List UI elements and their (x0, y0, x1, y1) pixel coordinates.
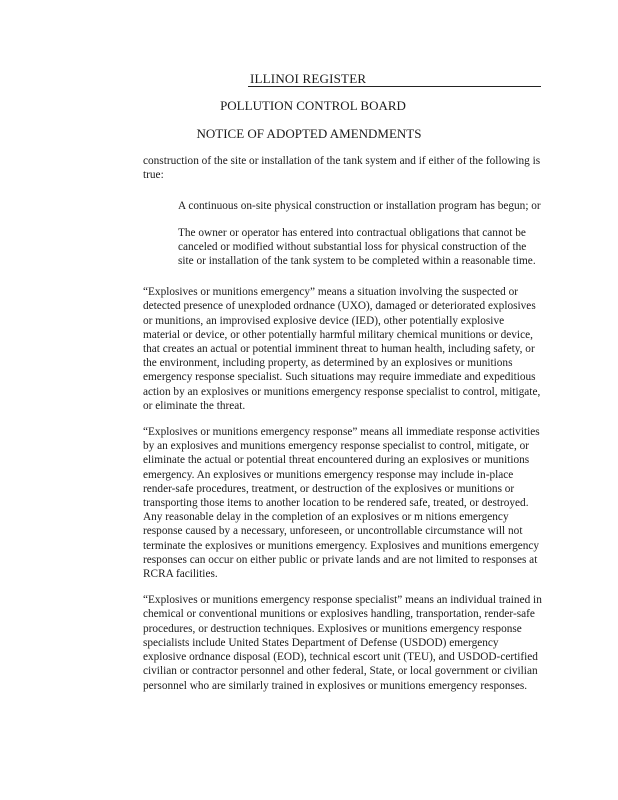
definition-explosives-emergency-response: “Explosives or munitions emergency response” means all immediate response activities by an explosives and munitions emergency response specialist to control, mitigate, or eliminate the actual or potential threat encountered during an explosives or munitions emergency. An explosives or munitions emergency response may include in-place render-safe procedures, treatment, or destruction of the explosives or munitions or transporting those items to another location to be rendered safe, treated, or destroyed. Any reasonable delay in the completion of an explosives or m nitions emergency response caused by a necessary, unforeseen, or uncontrollable circumstance will not terminate the explosives or munitions emergency. Explosives and munitions emergency responses can occur on either public or private lands and are not limited to responses at RCRA facilities. (143, 426, 540, 581)
notice-title: NOTICE OF ADOPTED AMENDMENTS (196, 126, 422, 141)
paragraph-contractual-obligations: The owner or operator has entered into contractual obligations that cannot be canceled or modified without substantial loss for physical construction of the site or installation of the tank system to be completed within a reasonable time. (178, 226, 536, 268)
document-body (143, 154, 543, 705)
board-title-text: POLLUTION CONTROL BOARD (220, 98, 406, 113)
paragraph-construction: construction of the site or installation of the tank system and if either of the following is true: (143, 155, 541, 182)
header-underline (248, 86, 541, 87)
definition-explosives-response-specialist: “Explosives or munitions emergency response specialist” means an individual trained in chemical or conventional munitions or explosives handling, transportation, render-safe procedures, or destruction techniques. Explosives or munitions emergency response specialists include United States Department of Defense (USDOD) emergency explosive ordnance disposal (EOD), technical escort unit (TEU), and USDOD-certified civilian or contractor personnel and other federal, State, or local government or civilian personnel who are similarly trained in explosives or munitions emergency responses. (143, 594, 542, 692)
paragraph-continuous-program: A continuous on-site physical construction or installation program has begun; or (178, 200, 541, 213)
register-title: ILLINOI REGISTER (250, 71, 367, 86)
board-title (0, 98, 618, 114)
definition-explosives-emergency: “Explosives or munitions emergency” means a situation involving the suspected or detected presence of unexploded ordnance (UXO), damaged or deteriorated explosives or munitions, an improvised explosive device (IED), other potentially explosive material or device, or other potentially harmful military chemical munitions or device, that creates an actual or potential imminent threat to human health, including safety, or the environment, including property, as determined by an explosives or munitions emergency response specialist. Such situations may require immediate and expeditious action by an explosives or munitions emergency response specialist to control, mitigate, or eliminate the threat. (143, 286, 541, 412)
